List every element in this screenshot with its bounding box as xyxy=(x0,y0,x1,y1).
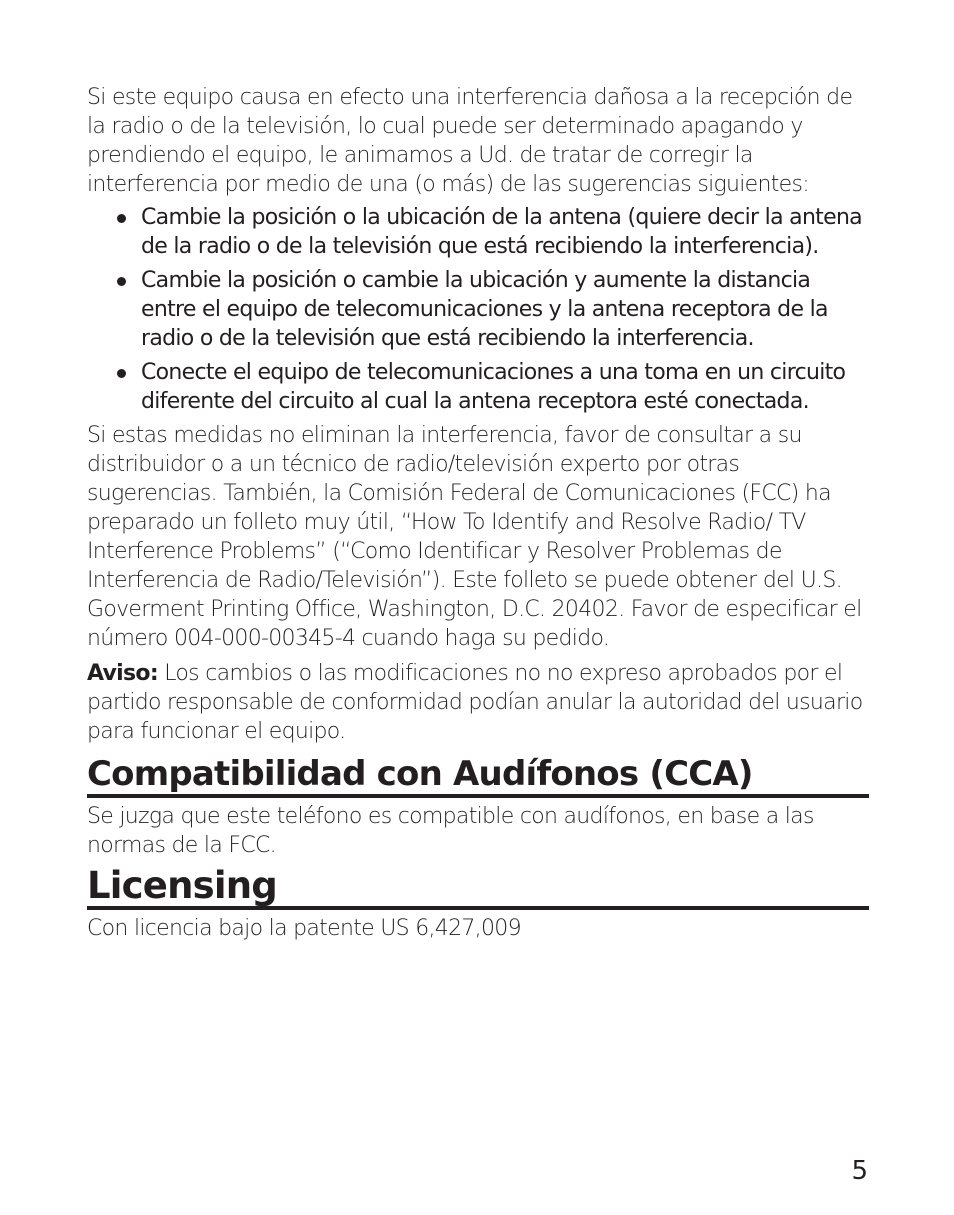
bullet-icon xyxy=(117,277,126,286)
list-item: Cambie la posición o cambie la ubicación y aumente la distancia entre el equipo de telecomunicaciones y la antena receptora de la radio o de la televisión que está recibiendo la interferencia. xyxy=(87,266,869,353)
licensing-heading: Licensing xyxy=(87,866,869,910)
suggestion-list xyxy=(87,203,869,416)
bullet-icon xyxy=(117,369,126,378)
fcc-booklet-paragraph: Si estas medidas no eliminan la interferencia, favor de consultar a su distribuidor o a un técnico de radio/televisión experto por otras sugerencias. También, la Comisión Federal de Comunicaciones (FCC) ha preparado un folleto muy útil, “How To Identify and Resolve Radio/ TV Interference Problems” (“Como Identificar y Resolver Problemas de Interferencia de Radio/Televisión”). Este folleto se puede obtener del U.S. Goverment Printing Office, Washington, D.C. 20402. Favor de especificar el número 004-000-00345-4 cuando haga su pedido. xyxy=(87,423,862,651)
page-number: 5 xyxy=(851,1156,868,1186)
notice-label: Aviso: xyxy=(87,661,158,686)
hac-text: Se juzga que este teléfono es compatible con audífonos, en base a las normas de la FCC. xyxy=(87,804,814,858)
list-item: Cambie la posición o la ubicación de la antena (quiere decir la antena de la radio o de la televisión que está recibiendo la interferencia). xyxy=(87,203,869,261)
hac-heading: Compatibilidad con Audífonos (CCA) xyxy=(87,754,869,798)
list-item: Conecte el equipo de telecomunicaciones a una toma en un circuito diferente del circuito al cual la antena receptora esté conectada. xyxy=(87,358,869,416)
licensing-text: Con licencia bajo la patente US 6,427,009 xyxy=(87,916,521,941)
notice-paragraph xyxy=(87,659,869,746)
bullet-icon xyxy=(117,214,126,223)
intro-paragraph: Si este equipo causa en efecto una interferencia dañosa a la recepción de la radio o de la televisión, lo cual puede ser determinado apagando y prendiendo el equipo, le animamos a Ud. de tratar de corregir la interferencia por medio de una (o más) de las sugerencias siguientes: xyxy=(87,85,853,197)
notice-text: Los cambios o las modificaciones no no expreso aprobados por el partido responsable de conformidad podían anular la autoridad del usuario para funcionar el equipo. xyxy=(87,661,863,744)
page-content xyxy=(87,83,869,943)
